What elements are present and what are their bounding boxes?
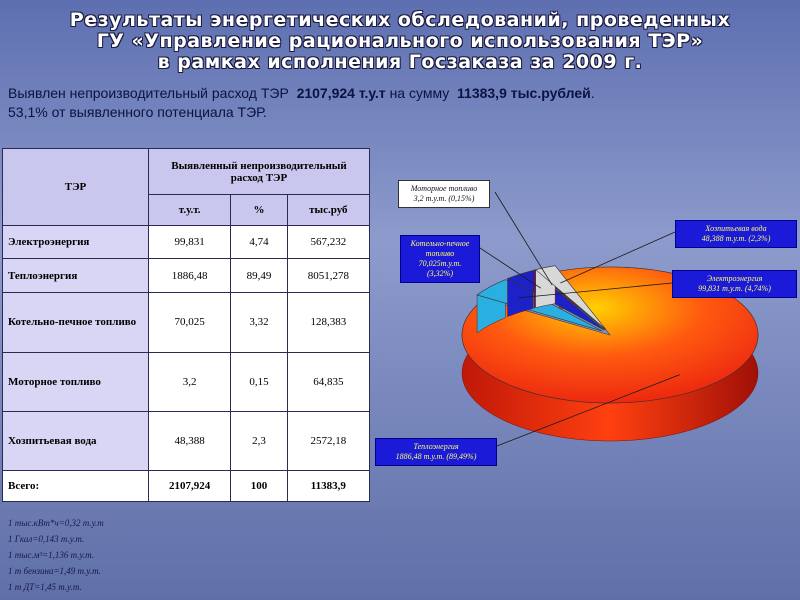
summary-amount: 2107,924 т.у.т bbox=[296, 85, 386, 101]
summary-prefix: Выявлен непроизводительный расход ТЭР bbox=[8, 85, 289, 101]
table-row bbox=[3, 411, 370, 470]
total-name: Всего: bbox=[3, 471, 149, 502]
row-rub: 8051,278 bbox=[287, 259, 369, 293]
table-row bbox=[3, 293, 370, 352]
label-water-line1: Хозпитьевая вода bbox=[705, 224, 767, 233]
row-pct: 2,3 bbox=[231, 411, 287, 470]
row-tut: 1886,48 bbox=[149, 259, 231, 293]
title-line-1: Результаты энергетических обследований, проведенных bbox=[69, 9, 731, 31]
label-motor-fuel-line2: 3,2 т.у.т. (0,15%) bbox=[413, 194, 475, 203]
label-water bbox=[675, 220, 797, 248]
note-line: 1 т бензина=1,49 т.у.т. bbox=[8, 566, 101, 576]
ter-table bbox=[2, 148, 370, 502]
table-row bbox=[3, 225, 370, 259]
conversion-notes bbox=[8, 515, 104, 595]
row-tut: 99,831 bbox=[149, 225, 231, 259]
total-pct: 100 bbox=[231, 471, 287, 502]
row-rub: 567,232 bbox=[287, 225, 369, 259]
table-row bbox=[3, 352, 370, 411]
row-pct: 0,15 bbox=[231, 352, 287, 411]
note-line: 1 тыс.м³=1,136 т.у.т. bbox=[8, 550, 95, 560]
note-line: 1 т ДТ=1,45 т.у.т. bbox=[8, 582, 82, 592]
summary-middle: на сумму bbox=[389, 85, 450, 101]
pie-chart bbox=[375, 170, 800, 480]
total-tut: 2107,924 bbox=[149, 471, 231, 502]
row-name: Хозпитьевая вода bbox=[3, 411, 149, 470]
label-heat-line1: Теплоэнергия bbox=[413, 442, 459, 451]
label-electricity-line2: 99,831 т.у.т. (4,74%) bbox=[698, 284, 771, 293]
row-tut: 48,388 bbox=[149, 411, 231, 470]
row-rub: 64,835 bbox=[287, 352, 369, 411]
header-group: Выявленный непроизводительный расход ТЭР bbox=[149, 149, 370, 195]
label-motor-fuel-line1: Моторное топливо bbox=[410, 184, 478, 193]
label-boiler-fuel-line1: Котельно-печное топливо bbox=[410, 239, 470, 258]
header-rub: тыс.руб bbox=[287, 195, 369, 226]
summary-sum: 11383,9 тыс.рублей bbox=[457, 85, 591, 101]
label-heat bbox=[375, 438, 497, 466]
summary-text bbox=[8, 84, 788, 122]
row-name: Моторное топливо bbox=[3, 352, 149, 411]
label-motor-fuel bbox=[398, 180, 490, 208]
header-tut: т.у.т. bbox=[149, 195, 231, 226]
row-rub: 2572,18 bbox=[287, 411, 369, 470]
pie-slice-side bbox=[534, 270, 535, 308]
row-name: Электроэнергия bbox=[3, 225, 149, 259]
row-tut: 3,2 bbox=[149, 352, 231, 411]
label-boiler-fuel-line2: 70,025т.у.т. bbox=[418, 259, 462, 268]
note-line: 1 Гкал=0,143 т.у.т. bbox=[8, 534, 85, 544]
row-pct: 3,32 bbox=[231, 293, 287, 352]
title-line-2: ГУ «Управление рационального использования ТЭР» bbox=[96, 30, 704, 52]
leader-line bbox=[495, 192, 552, 285]
row-tut: 70,025 bbox=[149, 293, 231, 352]
row-name: Теплоэнергия bbox=[3, 259, 149, 293]
table-row bbox=[3, 259, 370, 293]
title-line-3: в рамках исполнения Госзаказа за 2009 г. bbox=[157, 51, 643, 73]
label-water-line2: 48,388 т.у.т. (2,3%) bbox=[701, 234, 771, 243]
label-boiler-fuel bbox=[400, 235, 480, 283]
row-pct: 89,49 bbox=[231, 259, 287, 293]
label-boiler-fuel-line3: (3,32%) bbox=[427, 269, 453, 278]
summary-line-2: 53,1% от выявленного потенциала ТЭР. bbox=[8, 104, 267, 120]
row-rub: 128,383 bbox=[287, 293, 369, 352]
label-electricity-line1: Электроэнергия bbox=[706, 274, 763, 283]
label-heat-line2: 1886,48 т.у.т. (89,49%) bbox=[395, 452, 477, 461]
slide-title bbox=[0, 10, 800, 73]
header-ter: ТЭР bbox=[3, 149, 149, 226]
header-pct: % bbox=[231, 195, 287, 226]
table-total-row bbox=[3, 471, 370, 502]
label-electricity bbox=[672, 270, 797, 298]
total-rub: 11383,9 bbox=[287, 471, 369, 502]
pie-chart-svg bbox=[375, 170, 800, 480]
row-name: Котельно-печное топливо bbox=[3, 293, 149, 352]
row-pct: 4,74 bbox=[231, 225, 287, 259]
summary-end: . bbox=[590, 85, 595, 101]
note-line: 1 тыс.кВт*ч=0,32 т.у.т bbox=[8, 518, 104, 528]
